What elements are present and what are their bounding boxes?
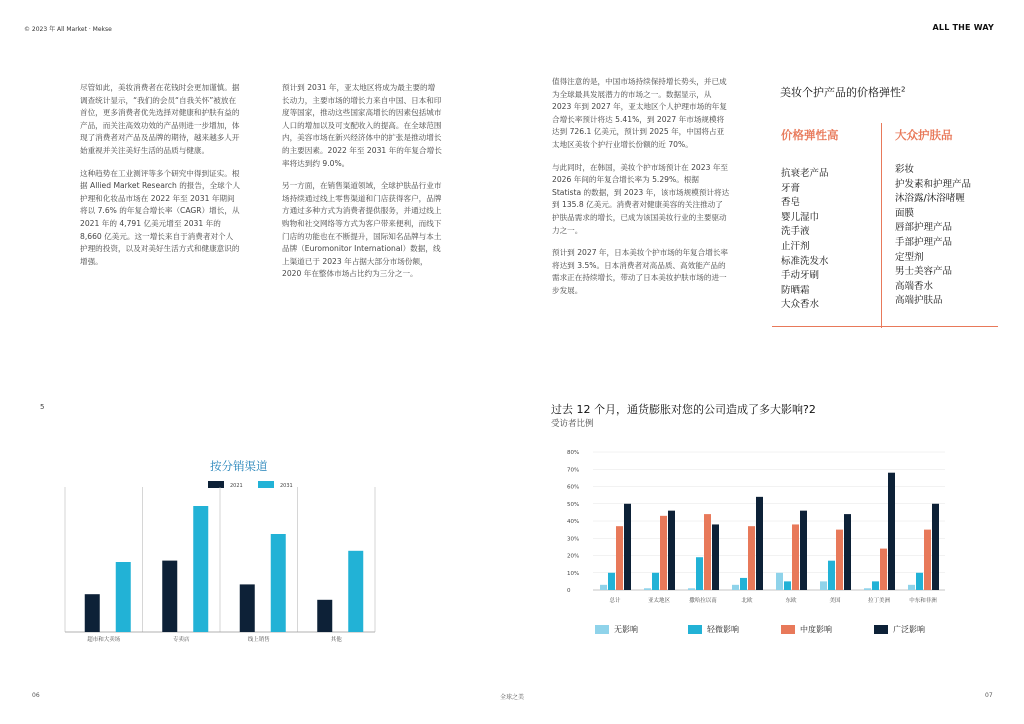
- paragraph: 与此同时，在韩国，美妆个护市场预计在 2023 年至 2026 年间的年复合增长率为 5.29%。根据 Statista 的数据，到 2023 年，该市场规模预计将达到 135.8 亿美元。消费者对健康美容的关注推动了护肤品需求的增长，已成为该国美妆行业的主要驱动力之一。: [552, 162, 730, 235]
- list-item: 沐浴露/沐浴啫喱: [895, 193, 965, 205]
- x-tick-label: 亚太地区: [647, 598, 671, 604]
- bar: [888, 473, 895, 590]
- bar: [608, 573, 615, 590]
- text-column-1: [80, 82, 240, 278]
- bar: [193, 506, 208, 632]
- mass-skincare-heading: 大众护肤品: [895, 128, 953, 142]
- right-chart-legend: [595, 624, 995, 638]
- x-tick-label: 撒哈拉以南: [689, 598, 717, 604]
- paragraph: 另一方面，在销售渠道领域，全球护肤品行业市场持续通过线上零售渠道和门店获得客户，品牌方通过多种方式为消费者提供服务，并通过线上购物和社交网络等方式为客户带来便利，而线下门店的功能也在不断提升，国际知名品牌与本土品牌（Euromonitor International）数据，线上渠道已于 2023 年占据大部分市场份额，2020 年在整体市场占比约为三分之一。: [282, 181, 442, 279]
- legend-swatch: [595, 625, 609, 634]
- high-elasticity-heading: 价格弹性高: [781, 128, 839, 142]
- bar: [776, 573, 783, 590]
- list-item: 洗手液: [781, 226, 810, 238]
- bar: [864, 588, 871, 590]
- list-item: 手部护理产品: [895, 236, 953, 248]
- page-marker: 5: [40, 403, 45, 411]
- list-item: 定型剂: [895, 251, 924, 263]
- legend-swatch: [688, 625, 702, 634]
- y-tick-label: 40%: [567, 519, 580, 525]
- list-item: 高端香水: [895, 280, 934, 292]
- bar: [880, 549, 887, 590]
- right-chart-title: 过去 12 个月，通货膨胀对您的公司造成了多大影响?2: [551, 403, 816, 416]
- list-item: 彩妆: [895, 164, 915, 175]
- bar: [271, 534, 286, 632]
- legend-item: [688, 624, 739, 635]
- y-tick-label: 80%: [567, 450, 580, 456]
- x-tick-label: 其他: [330, 637, 342, 643]
- legend-label: 中度影响: [800, 625, 832, 634]
- legend-label: 2031: [280, 483, 293, 489]
- list-item: 防晒霜: [781, 284, 810, 296]
- bar: [872, 581, 879, 590]
- x-tick-label: 线上销售: [247, 637, 270, 643]
- y-tick-label: 30%: [567, 536, 580, 543]
- bar: [916, 573, 923, 590]
- bar: [162, 561, 177, 632]
- bar: [652, 573, 659, 590]
- list-item: 手动牙刷: [781, 270, 820, 282]
- y-tick-label: 50%: [567, 501, 580, 508]
- page-number-left: 06: [32, 692, 40, 699]
- bar: [712, 524, 719, 590]
- y-tick-label: 10%: [567, 570, 580, 577]
- legend-swatch: [208, 481, 224, 488]
- x-tick-label: 拉丁美洲: [867, 598, 891, 604]
- brand-logo: ALL THE WAY: [932, 23, 994, 32]
- legend-item: [781, 624, 832, 635]
- y-tick-label: 20%: [567, 553, 580, 560]
- text-column-3: [552, 76, 730, 308]
- list-item: 大众香水: [781, 299, 820, 311]
- bar: [932, 504, 939, 590]
- legend-label: 无影响: [614, 625, 638, 634]
- bar: [696, 557, 703, 590]
- list-item: 唇部护理产品: [895, 222, 953, 234]
- list-item: 婴儿湿巾: [781, 211, 820, 223]
- bar: [688, 588, 695, 590]
- x-tick-label: 总计: [609, 598, 621, 604]
- paragraph: 预计到 2031 年，亚太地区将成为最主要的增长动力，主要市场的增长力来自中国、日本和印度等国家，推动这些国家高增长的因素包括城市人口的增加以及可支配收入的提高。在全球范围内，美容市场在新兴经济体中的扩张是推动增长的主要因素。2022 年至 2031 年的年复合增长率将达到约 9.0%。: [282, 83, 442, 168]
- legend-swatch: [258, 481, 274, 488]
- list-item: 止汗剂: [781, 240, 810, 252]
- bar: [924, 530, 931, 590]
- x-tick-label: 中东和非洲: [909, 598, 937, 604]
- bar: [732, 585, 739, 590]
- bar: [792, 524, 799, 590]
- distribution-channel-chart: [60, 452, 400, 652]
- paragraph: 尽管如此，美妆消费者在花钱时会更加谨慎。据调查统计显示，“我们的会员“自我关怀”被放在首位，更多消费者优先选择对健康和护肤有益的产品，而关注高效功效的产品则进一步增加，体现了消费者对产品及品牌的期待，越来越多人开始重视并关注美好生活的品质与健康。: [80, 83, 240, 155]
- header-meta: © 2023 年 All Market · Mekse: [24, 26, 112, 33]
- bar: [668, 511, 675, 590]
- footer-center: 全球之美: [500, 694, 525, 701]
- paragraph: 这种趋势在工业测评等多个研究中得到证实。根据 Allied Market Research 的报告，全球个人护理和化妆品市场在 2022 年至 2031 年期间将以 7.6% 的年复合增长率（CAGR）增长，从 2021 年的 4,791 亿美元增至 2031 年的 8,660 亿美元。这一增长来自于消费者对个人护理的投资，以及对美好生活方式和健康意识的增强。: [80, 168, 240, 266]
- panel-bottom-rule: [772, 326, 998, 327]
- bar: [784, 581, 791, 590]
- x-tick-label: 东欧: [785, 598, 797, 604]
- x-tick-label: 美国: [829, 598, 841, 604]
- bar: [600, 585, 607, 590]
- legend-swatch: [874, 625, 888, 634]
- text-column-2: [282, 82, 442, 291]
- y-tick-label: 70%: [567, 467, 580, 474]
- paragraph: 值得注意的是，中国市场持续保持增长势头，并已成为全球最具发展潜力的市场之一。数据显示，从 2023 年到 2027 年，亚太地区个人护理市场的年复合增长率预计将达 5.41%，到 2027 年市场规模将达到 726.1 亿美元，预计到 2025 年，中国将占亚太地区美妆个护行业增长份额的近 70%。: [552, 77, 727, 149]
- bar: [660, 516, 667, 590]
- list-item: 标准洗发水: [781, 255, 829, 267]
- page-number-right: 07: [985, 692, 993, 699]
- high-elasticity-list: [781, 167, 829, 313]
- column-divider: [881, 123, 882, 328]
- bar: [85, 594, 100, 632]
- list-item: 护发素和护理产品: [895, 178, 972, 190]
- x-tick-label: 专卖店: [172, 637, 190, 643]
- bar: [836, 530, 843, 590]
- right-chart-subtitle: 受访者比例: [551, 419, 594, 429]
- y-tick-label: 0: [567, 588, 571, 594]
- bar: [616, 526, 623, 590]
- price-panel-title: 美妆个护产品的价格弹性$^2$: [780, 85, 906, 99]
- bar: [828, 561, 835, 590]
- legend-label: 2021: [230, 483, 243, 489]
- bar: [240, 584, 255, 632]
- legend-label: 轻微影响: [707, 625, 739, 634]
- list-item: 面膜: [895, 207, 915, 219]
- list-item: 抗衰老产品: [781, 168, 829, 179]
- bar: [756, 497, 763, 590]
- x-tick-label: 超市和大卖场: [87, 637, 121, 643]
- bar: [800, 511, 807, 590]
- x-tick-label: 北欧: [741, 598, 753, 604]
- bar: [317, 600, 332, 632]
- legend-item: [595, 624, 638, 635]
- mass-skincare-list: [895, 163, 971, 309]
- inflation-impact-chart: [545, 442, 975, 652]
- list-item: 高端护肤品: [895, 295, 943, 307]
- legend-label: 广泛影响: [893, 625, 925, 634]
- left-chart-title: 按分销渠道: [210, 459, 268, 473]
- list-item: 香皂: [781, 197, 801, 209]
- legend-swatch: [781, 625, 795, 634]
- y-tick-label: 60%: [567, 484, 580, 491]
- bar: [740, 578, 747, 590]
- legend-item: [874, 624, 925, 635]
- bar: [704, 514, 711, 590]
- bar: [348, 551, 363, 632]
- bar: [748, 526, 755, 590]
- bar: [820, 581, 827, 590]
- bar: [844, 514, 851, 590]
- list-item: 男士美容产品: [895, 266, 953, 278]
- list-item: 牙膏: [781, 182, 801, 194]
- paragraph: 预计到 2027 年，日本美妆个护市场的年复合增长率将达到 3.5%。日本消费者对高品质、高效能产品的需求正在持续增长，带动了日本美妆护肤市场的进一步发展。: [552, 248, 729, 295]
- bar: [116, 562, 131, 632]
- bar: [624, 504, 631, 590]
- bar: [644, 588, 651, 590]
- bar: [908, 585, 915, 590]
